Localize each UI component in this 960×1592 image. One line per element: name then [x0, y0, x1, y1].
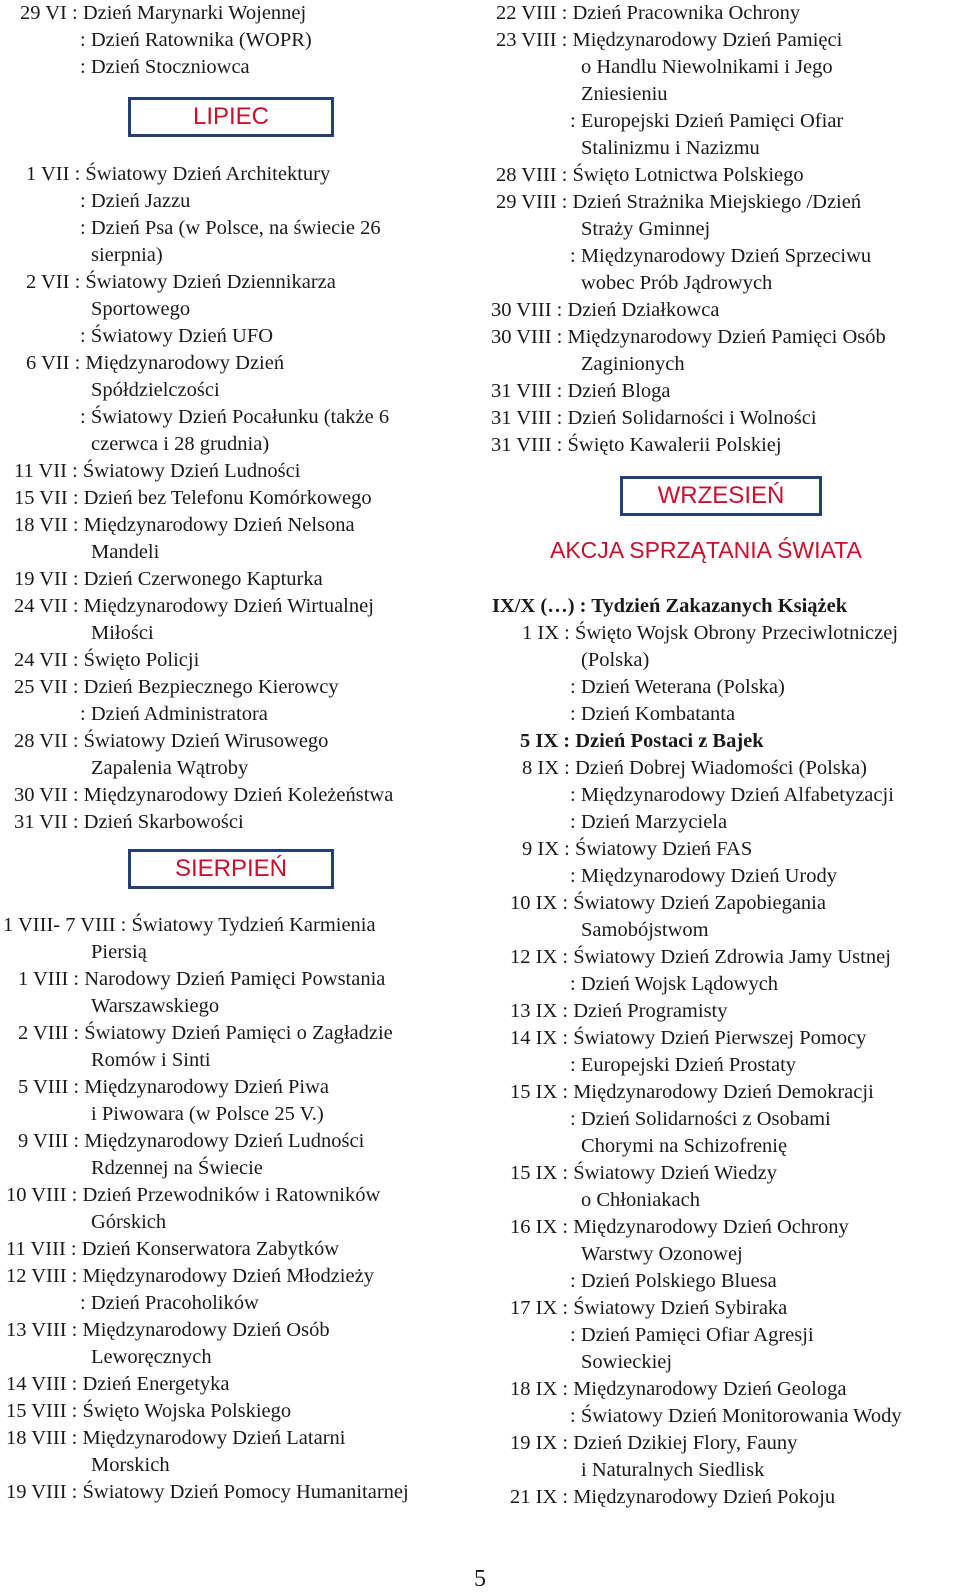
list-item: 22 VIII : Dzień Pracownika Ochrony: [496, 2, 801, 24]
list-item: o Chłoniakach: [581, 1189, 700, 1211]
page-number: 5: [474, 1566, 486, 1592]
list-item: 1 IX : Święto Wojsk Obrony Przeciwlotniczej: [522, 622, 899, 644]
list-item: 10 IX : Światowy Dzień Zapobiegania: [510, 892, 826, 914]
list-item: 30 VIII : Międzynarodowy Dzień Pamięci Osób: [491, 326, 886, 348]
list-item: 28 VII : Światowy Dzień Wirusowego: [14, 730, 329, 752]
list-item: Sportowego: [91, 298, 191, 320]
list-item: : Dzień Stoczniowca: [80, 56, 250, 78]
list-item: Rdzennej na Świecie: [91, 1157, 263, 1179]
list-item: Chorymi na Schizofrenię: [581, 1135, 788, 1157]
list-item: 8 IX : Dzień Dobrej Wiadomości (Polska): [522, 757, 867, 779]
list-item: Piersią: [91, 941, 147, 963]
list-item: 9 VIII : Międzynarodowy Dzień Ludności: [18, 1130, 365, 1152]
list-item: wobec Prób Jądrowych: [581, 272, 773, 294]
list-item: 12 IX : Światowy Dzień Zdrowia Jamy Ustnej: [510, 946, 891, 968]
list-item: Straży Gminnej: [581, 218, 711, 240]
list-item: 14 IX : Światowy Dzień Pierwszej Pomocy: [510, 1027, 867, 1049]
list-item: : Dzień Marzyciela: [570, 811, 728, 833]
list-item: (Polska): [581, 649, 650, 671]
list-item: 30 VII : Międzynarodowy Dzień Koleżeństwa: [14, 784, 394, 806]
list-item: 1 VIII : Narodowy Dzień Pamięci Powstania: [18, 968, 386, 990]
list-item: : Dzień Psa (w Polsce, na świecie 26: [80, 217, 381, 239]
list-item: Zapalenia Wątroby: [91, 757, 249, 779]
list-item: Morskich: [91, 1454, 170, 1476]
list-item: 25 VII : Dzień Bezpiecznego Kierowcy: [14, 676, 339, 698]
list-item: sierpnia): [91, 244, 163, 266]
list-item: 30 VIII : Dzień Działkowca: [491, 299, 720, 321]
list-item: 11 VIII : Dzień Konserwatora Zabytków: [6, 1238, 340, 1260]
list-item: Zaginionych: [581, 353, 685, 375]
list-item: 5 IX : Dzień Postaci z Bajek: [520, 730, 764, 752]
month-heading-lipiec: LIPIEC: [128, 97, 334, 137]
list-item: Spółdzielczości: [91, 379, 220, 401]
list-item: 31 VII : Dzień Skarbowości: [14, 811, 244, 833]
list-item: : Dzień Kombatanta: [570, 703, 736, 725]
list-item: : Światowy Dzień Monitorowania Wody: [570, 1405, 902, 1427]
list-item: 15 IX : Światowy Dzień Wiedzy: [510, 1162, 777, 1184]
list-item: 18 VIII : Międzynarodowy Dzień Latarni: [6, 1427, 346, 1449]
list-item: 28 VIII : Święto Lotnictwa Polskiego: [496, 164, 804, 186]
list-item: 18 IX : Międzynarodowy Dzień Geologa: [510, 1378, 847, 1400]
list-item: czerwca i 28 grudnia): [91, 433, 270, 455]
list-item: 24 VII : Międzynarodowy Dzień Wirtualnej: [14, 595, 374, 617]
list-item: Samobójstwom: [581, 919, 709, 941]
list-item: Mandeli: [91, 541, 160, 563]
list-item: 12 VIII : Międzynarodowy Dzień Młodzieży: [6, 1265, 374, 1287]
list-item: : Dzień Pamięci Ofiar Agresji: [570, 1324, 814, 1346]
list-item: : Dzień Ratownika (WOPR): [80, 29, 312, 51]
list-item: : Międzynarodowy Dzień Urody: [570, 865, 838, 887]
list-item: 23 VIII : Międzynarodowy Dzień Pamięci: [496, 29, 843, 51]
list-item: Warszawskiego: [91, 995, 220, 1017]
list-item: Romów i Sinti: [91, 1049, 211, 1071]
list-item: 14 VIII : Dzień Energetyka: [6, 1373, 230, 1395]
list-item: 2 VII : Światowy Dzień Dziennikarza: [26, 271, 336, 293]
list-item: : Europejski Dzień Prostaty: [570, 1054, 797, 1076]
list-item: 9 IX : Światowy Dzień FAS: [522, 838, 753, 860]
list-item: 19 VII : Dzień Czerwonego Kapturka: [14, 568, 323, 590]
list-item: 24 VII : Święto Policji: [14, 649, 200, 671]
list-item: 21 IX : Międzynarodowy Dzień Pokoju: [510, 1486, 836, 1508]
list-item: 15 VII : Dzień bez Telefonu Komórkowego: [14, 487, 372, 509]
list-item: 31 VIII : Dzień Bloga: [491, 380, 671, 402]
list-item: 19 IX : Dzień Dzikiej Flory, Fauny: [510, 1432, 798, 1454]
list-item: : Dzień Wojsk Lądowych: [570, 973, 779, 995]
list-item: 13 IX : Dzień Programisty: [510, 1000, 728, 1022]
list-item: Górskich: [91, 1211, 167, 1233]
list-item: 29 VIII : Dzień Strażnika Miejskiego /Dzień: [496, 191, 862, 213]
list-item: 1 VII : Światowy Dzień Architektury: [26, 163, 331, 185]
list-item: : Europejski Dzień Pamięci Ofiar: [570, 110, 844, 132]
list-item: 18 VII : Międzynarodowy Dzień Nelsona: [14, 514, 355, 536]
list-item: 31 VIII : Dzień Solidarności i Wolności: [491, 407, 817, 429]
list-item: 29 VI : Dzień Marynarki Wojennej: [20, 2, 307, 24]
list-item: : Międzynarodowy Dzień Sprzeciwu: [570, 245, 872, 267]
list-item: Sowieckiej: [581, 1351, 673, 1373]
campaign-heading: AKCJA SPRZĄTANIA ŚWIATA: [550, 537, 862, 563]
list-item: Zniesieniu: [581, 83, 668, 105]
list-item: : Dzień Jazzu: [80, 190, 191, 212]
list-item: 13 VIII : Międzynarodowy Dzień Osób: [6, 1319, 330, 1341]
month-heading-wrzesien: WRZESIEŃ: [620, 476, 822, 516]
list-item: 17 IX : Światowy Dzień Sybiraka: [510, 1297, 788, 1319]
list-item: : Międzynarodowy Dzień Alfabetyzacji: [570, 784, 894, 806]
list-item: 11 VII : Światowy Dzień Ludności: [14, 460, 301, 482]
list-item: 15 VIII : Święto Wojska Polskiego: [6, 1400, 292, 1422]
list-item: o Handlu Niewolnikami i Jego: [581, 56, 833, 78]
list-item: 10 VIII : Dzień Przewodników i Ratowników: [6, 1184, 381, 1206]
list-item: Warstwy Ozonowej: [581, 1243, 743, 1265]
list-item: 19 VIII : Światowy Dzień Pomocy Humanitarnej: [6, 1481, 409, 1503]
list-item: 2 VIII : Światowy Dzień Pamięci o Zagładzie: [18, 1022, 393, 1044]
list-item: Leworęcznych: [91, 1346, 212, 1368]
list-item: 1 VIII- 7 VIII : Światowy Tydzień Karmienia: [3, 914, 376, 936]
list-item: : Światowy Dzień Pocałunku (także 6: [80, 406, 390, 428]
list-item: 31 VIII : Święto Kawalerii Polskiej: [491, 434, 782, 456]
list-item: 16 IX : Międzynarodowy Dzień Ochrony: [510, 1216, 849, 1238]
list-item: Stalinizmu i Nazizmu: [581, 137, 760, 159]
list-item: : Dzień Polskiego Bluesa: [570, 1270, 777, 1292]
list-item: 15 IX : Międzynarodowy Dzień Demokracji: [510, 1081, 874, 1103]
list-item: : Dzień Weterana (Polska): [570, 676, 785, 698]
list-item: 6 VII : Międzynarodowy Dzień: [26, 352, 285, 374]
list-item: Miłości: [91, 622, 154, 644]
list-item: : Dzień Solidarności z Osobami: [570, 1108, 831, 1130]
list-item: IX/X (…) : Tydzień Zakazanych Książek: [492, 595, 848, 617]
list-item: : Światowy Dzień UFO: [80, 325, 274, 347]
list-item: 5 VIII : Międzynarodowy Dzień Piwa: [18, 1076, 330, 1098]
month-heading-sierpien: SIERPIEŃ: [128, 849, 334, 889]
list-item: i Piwowara (w Polsce 25 V.): [91, 1103, 324, 1125]
list-item: : Dzień Administratora: [80, 703, 268, 725]
list-item: i Naturalnych Siedlisk: [581, 1459, 765, 1481]
list-item: : Dzień Pracoholików: [80, 1292, 259, 1314]
